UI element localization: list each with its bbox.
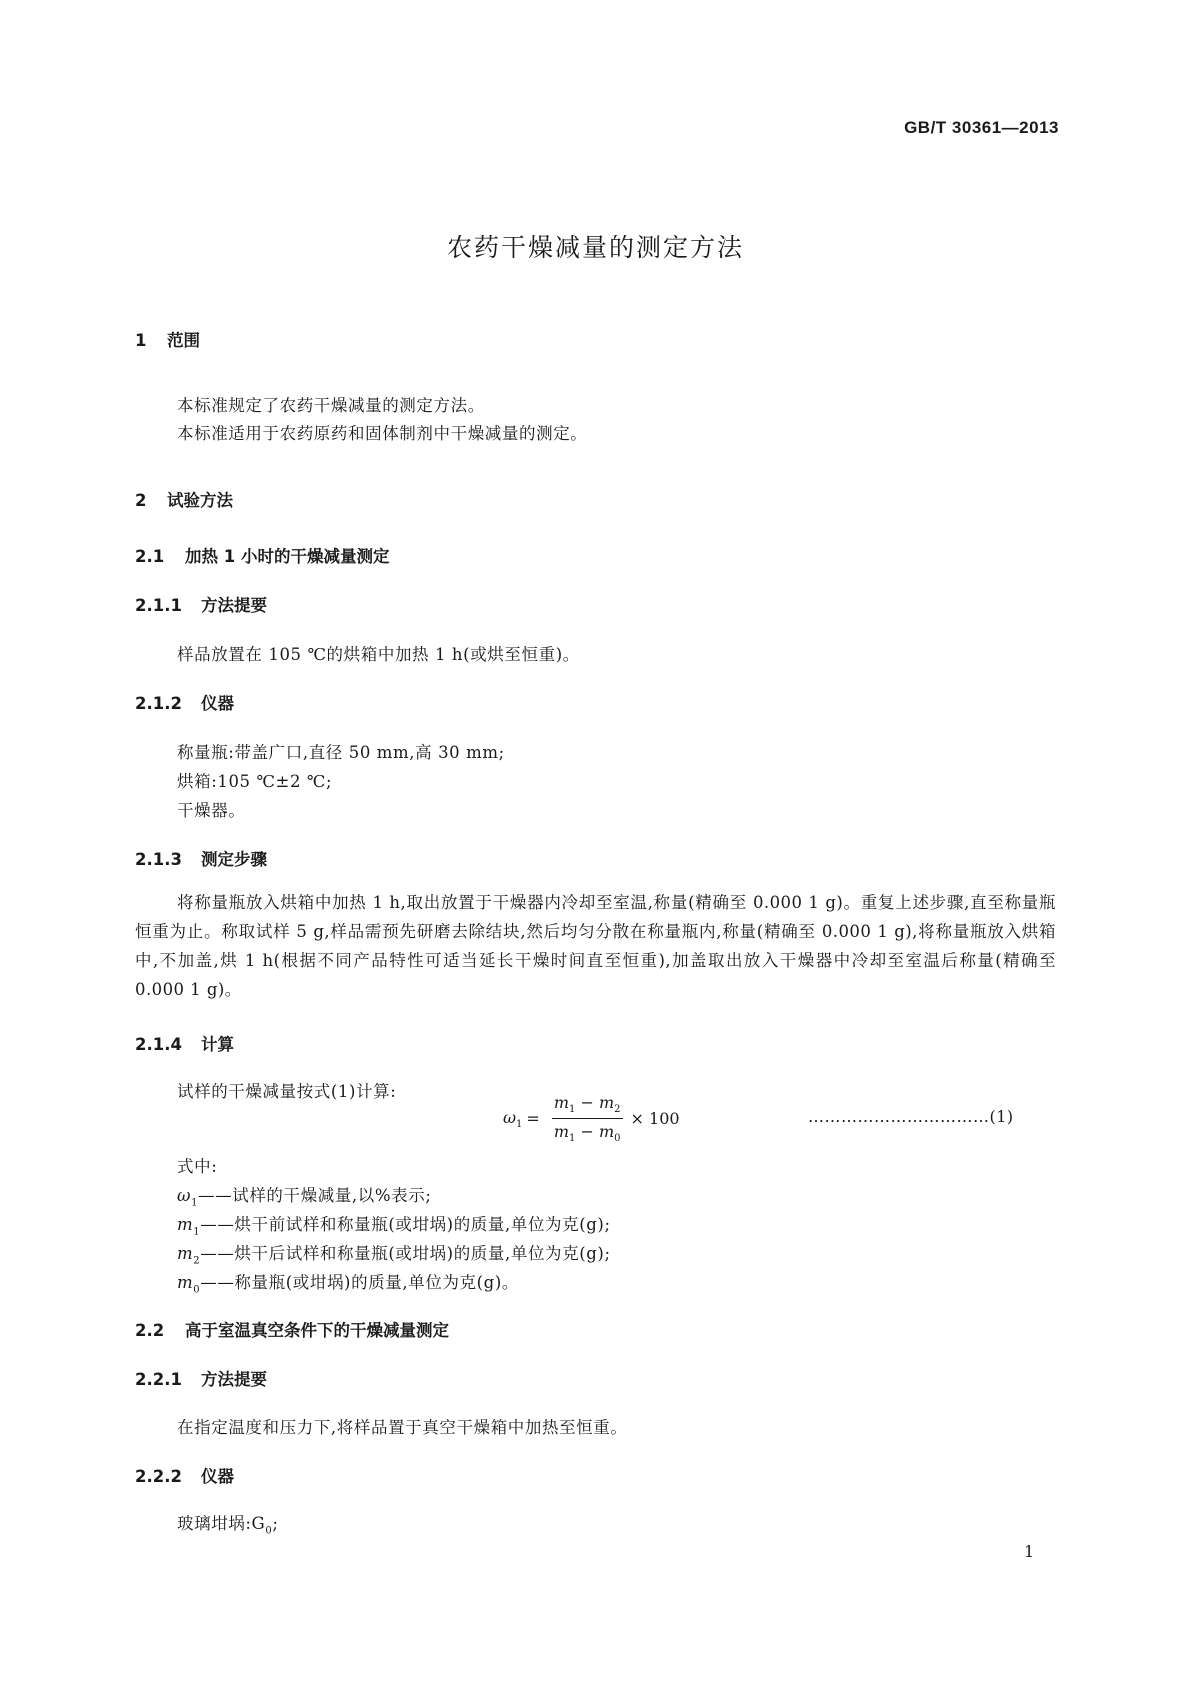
- heading-number: 2.2.2: [135, 1467, 182, 1486]
- heading-title: 仪器: [201, 694, 234, 713]
- heading-number: 2: [135, 491, 147, 510]
- heading-2-1: [135, 543, 389, 567]
- apparatus-line-crucible: 玻璃坩埚$:G_0$;: [177, 1514, 279, 1537]
- where-label: 式中:: [177, 1157, 218, 1176]
- heading-title: 测定步骤: [201, 850, 267, 869]
- heading-title: 高于室温真空条件下的干燥减量测定: [185, 1321, 449, 1340]
- formula-tail: × 100: [630, 1109, 680, 1129]
- heading-title: 方法提要: [201, 596, 267, 615]
- procedure-paragraph: 将称量瓶放入烘箱中加热 1 h,取出放置于干燥器内冷却至室温,称量(精确至 0.000 1 g)。重复上述步骤,直至称量瓶恒重为止。称取试样 5 g,样品需预先研磨去除结块,然后均匀分散在称量瓶内,称量(精确至 0.000 1 g),将称量瓶放入烘箱中,不加盖,烘 1 h(根据不同产品特性可适当延长干燥时间直至恒重),加盖取出放入干燥器中冷却至室温后称量(精确至 0.000 1 g)。: [135, 893, 1056, 999]
- heading-2-1-4: [135, 1031, 234, 1055]
- heading-title: 范围: [167, 331, 200, 350]
- formula-equals: =: [526, 1109, 540, 1129]
- heading-title: 方法提要: [201, 1370, 267, 1389]
- heading-2-1-3: [135, 846, 267, 870]
- heading-number: 2.1: [135, 547, 165, 566]
- def-line: $\omega_1——$试样的干燥减量,以%表示;: [177, 1186, 432, 1209]
- heading-title: 计算: [201, 1035, 234, 1054]
- formula-numerator: $m_1 - m_2$: [552, 1093, 623, 1119]
- formula-denominator: $m_1 - m_0$: [553, 1122, 621, 1145]
- document-title: 农药干燥减量的测定方法: [446, 233, 744, 262]
- heading-2-2-1: [135, 1366, 267, 1390]
- heading-number: 1: [135, 331, 147, 350]
- apparatus-line-1: 称量瓶:带盖广口,直径 50 mm,高 30 mm;: [177, 743, 505, 762]
- heading-title: 试验方法: [167, 491, 233, 510]
- heading-number: 2.1.1: [135, 596, 182, 615]
- heading-2-2: [135, 1317, 449, 1341]
- formula-fraction: [552, 1093, 623, 1144]
- heading-title: 仪器: [201, 1467, 234, 1486]
- formula-lhs: $\omega_1$: [503, 1107, 523, 1130]
- heading-2-1-2: [135, 690, 234, 714]
- heading-number: 2.1.3: [135, 850, 182, 869]
- page-number: 1: [1024, 1542, 1035, 1561]
- equation-number: ……………………………(1): [808, 1107, 1014, 1126]
- calc-intro: 试样的干燥减量按式(1)计算:: [177, 1082, 397, 1101]
- heading-number: 2.2: [135, 1321, 165, 1340]
- heading-number: 2.1.4: [135, 1035, 182, 1054]
- scope-line-1: 本标准规定了农药干燥减量的测定方法。: [177, 396, 485, 415]
- heading-2: [135, 487, 233, 511]
- apparatus-line-2: 烘箱:105 ℃±2 ℃;: [177, 772, 333, 791]
- def-line: $m_1——$烘干前试样和称量瓶(或坩埚)的质量,单位为克(g);: [177, 1215, 611, 1238]
- method-summary-text: 样品放置在 105 ℃的烘箱中加热 1 h(或烘至恒重)。: [177, 645, 580, 664]
- heading-2-1-1: [135, 592, 267, 616]
- standard-code: GB/T 30361—2013: [904, 118, 1059, 137]
- heading-1: [135, 327, 200, 351]
- apparatus-line-3: 干燥器。: [177, 801, 246, 820]
- heading-title: 加热 1 小时的干燥减量测定: [185, 547, 390, 566]
- vacuum-summary-text: 在指定温度和压力下,将样品置于真空干燥箱中加热至恒重。: [177, 1418, 628, 1437]
- heading-2-2-2: [135, 1463, 234, 1487]
- formula-1: [503, 1093, 680, 1144]
- heading-number: 2.2.1: [135, 1370, 182, 1389]
- def-line: $m_0——$称量瓶(或坩埚)的质量,单位为克(g)。: [177, 1273, 519, 1296]
- scope-line-2: 本标准适用于农药原药和固体制剂中干燥减量的测定。: [177, 424, 588, 443]
- heading-number: 2.1.2: [135, 694, 182, 713]
- def-line: $m_2——$烘干后试样和称量瓶(或坩埚)的质量,单位为克(g);: [177, 1244, 611, 1267]
